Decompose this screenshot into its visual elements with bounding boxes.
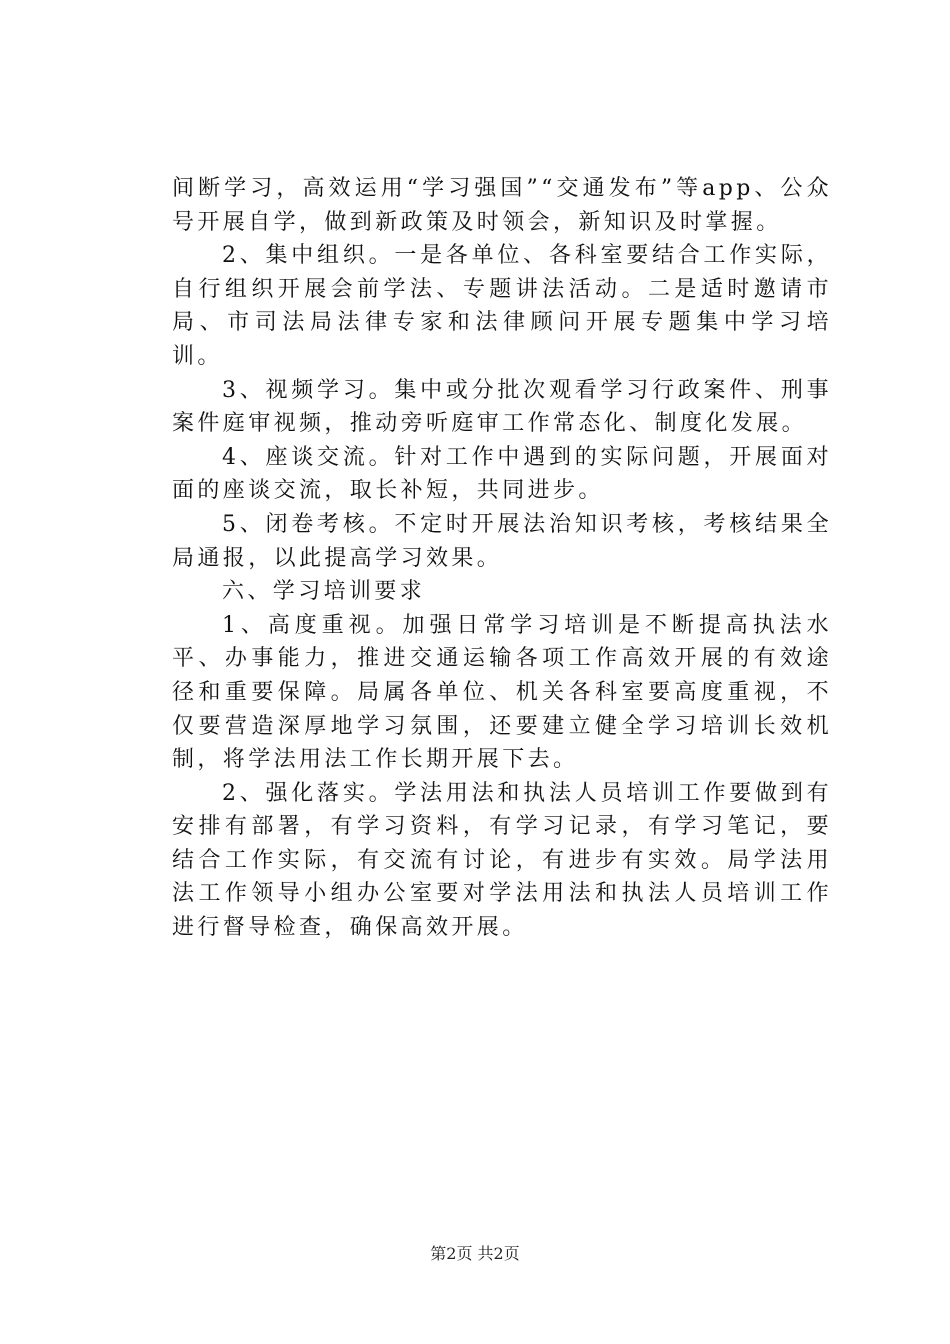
paragraph-continuation: 间断学习，高效运用“学习强国”“交通发布”等app、公众号开展自学，做到新政策及时领会，新知识及时掌握。	[172, 176, 832, 235]
document-body	[172, 172, 832, 945]
paragraph-item-high-attention: 1、高度重视。加强日常学习培训是不断提高执法水平、办事能力，推进交通运输各项工作高效开展的有效途径和重要保障。局属各单位、机关各科室要高度重视，不仅要营造深厚地学习氛围，还要建立健全学习培训长效机制，将学法用法工作长期开展下去。	[172, 612, 832, 773]
paragraph-item-implementation: 2、强化落实。学法用法和执法人员培训工作要做到有安排有部署，有学习资料，有学习记录，有学习笔记，要结合工作实际，有交流有讨论，有进步有实效。局学法用法工作领导小组办公室要对学法用法和执法人员培训工作进行督导检查，确保高效开展。	[172, 780, 832, 941]
paragraph-item-discussion: 4、座谈交流。针对工作中遇到的实际问题，开展面对面的座谈交流，取长补短，共同进步。	[172, 444, 832, 504]
paragraph-item-closed-exam: 5、闭卷考核。不定时开展法治知识考核，考核结果全局通报，以此提高学习效果。	[172, 511, 832, 571]
page-footer: 第2页 共2页	[430, 1244, 520, 1263]
paragraph-item-video-learning: 3、视频学习。集中或分批次观看学习行政案件、刑事案件庭审视频，推动旁听庭审工作常态化、制度化发展。	[172, 377, 832, 437]
section-heading-requirements: 六、学习培训要求	[222, 579, 426, 605]
paragraph-item-concentrated-organization: 2、集中组织。一是各单位、各科室要结合工作实际，自行组织开展会前学法、专题讲法活动。二是适时邀请市局、市司法局法律专家和法律顾问开展专题集中学习培训。	[172, 243, 832, 369]
